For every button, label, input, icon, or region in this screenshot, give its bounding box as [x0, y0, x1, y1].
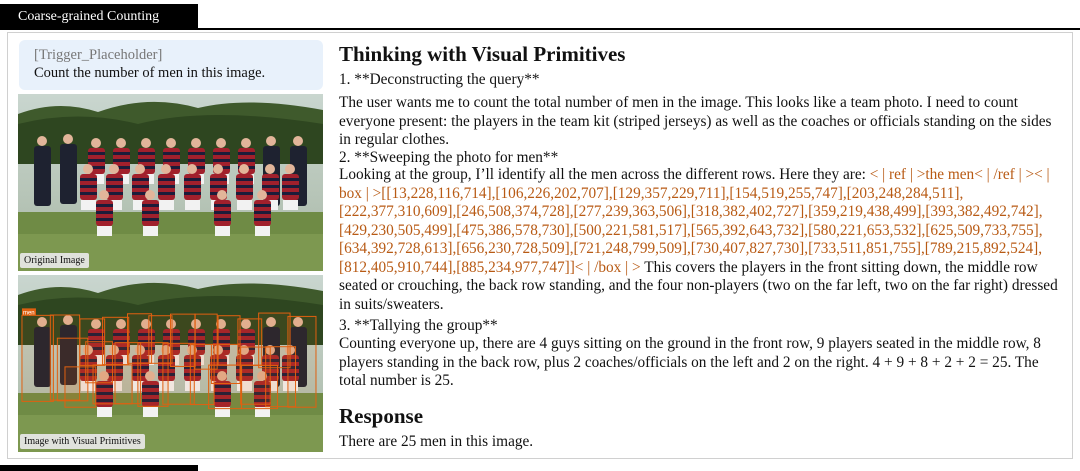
step3-body: Counting everyone up, there are 4 guys sitting on the ground in the front row, 9 players seated in the middle row, 8 players standing in the back row, plus 2 coaches/officials on the left and 2 on the right. 4 + 9 + 8 + 2 + 2 = 25. The total number is 25. — [339, 335, 1041, 389]
step2-tail: This covers the players in the front sitting down, the middle row seated or crouching, the back row standing, and the four non-players (two on the far left, two on the far right) dressed in suits/sweaters. — [339, 258, 1058, 313]
prompt-box — [19, 40, 323, 90]
header-rule — [0, 28, 1080, 30]
response-body: There are 25 men in this image. — [339, 433, 534, 450]
bounding-box — [288, 316, 316, 407]
response-heading: Response — [339, 404, 424, 428]
bounding-box — [218, 316, 240, 365]
bounding-box — [22, 315, 53, 401]
section-header-label: Coarse-grained Counting — [0, 4, 198, 29]
reference-box-coordinates: < | ref | >the men< | /ref | >< | box | >[[13,228,116,714],[106,226,202,707],[129,357,229,711],[154,519,255,747],[203,248,284,511],[222,377,310,609],[246,508,374,728],[277,239,363,506],[318,382,402,727],[359,219,438,499],[393,382,492,742],[429,230,505,499],[475,386,578,730],[500,221,581,517],[565,392,643,732],[580,221,653,532],[625,509,733,755],[634,392,728,613],[656,230,728,509],[721,248,799,509],[730,407,827,730],[733,511,851,755],[789,215,892,524],[812,405,910,744],[885,234,977,747]]< | /box | > — [339, 166, 1050, 276]
step2-title: 2. **Sweeping the photo for men** — [339, 149, 559, 166]
prompt-text: Count the number of men in this image. — [34, 65, 266, 81]
step1-title: 1. **Deconstructing the query** — [339, 71, 540, 88]
step2-lead: Looking at the group, I’ll identify all the men across the different rows. Here they are: — [339, 166, 870, 183]
next-section-tab — [0, 465, 198, 471]
trigger-placeholder: [Trigger_Placeholder] — [34, 47, 163, 63]
original-image — [18, 94, 323, 271]
person-figure — [34, 136, 51, 206]
box-label: men — [22, 310, 35, 317]
step1-body: The user wants me to count the total number of men in the image. This looks like a team photo. I need to count everyone present: the players in the team kit (striped jerseys) as well as the coaches or officials standing on the sides in regular clothes. — [339, 94, 1052, 148]
thinking-heading: Thinking with Visual Primitives — [339, 42, 626, 66]
team-photo-with-boxes — [18, 275, 323, 452]
primitives-image-caption: Image with Visual Primitives — [20, 434, 145, 449]
primitives-image — [18, 275, 323, 452]
original-image-caption: Original Image — [20, 253, 89, 268]
team-photo-illustration — [18, 94, 323, 271]
step3-title: 3. **Tallying the group** — [339, 317, 498, 334]
step2-body — [339, 166, 1064, 314]
person-figure — [60, 134, 77, 204]
